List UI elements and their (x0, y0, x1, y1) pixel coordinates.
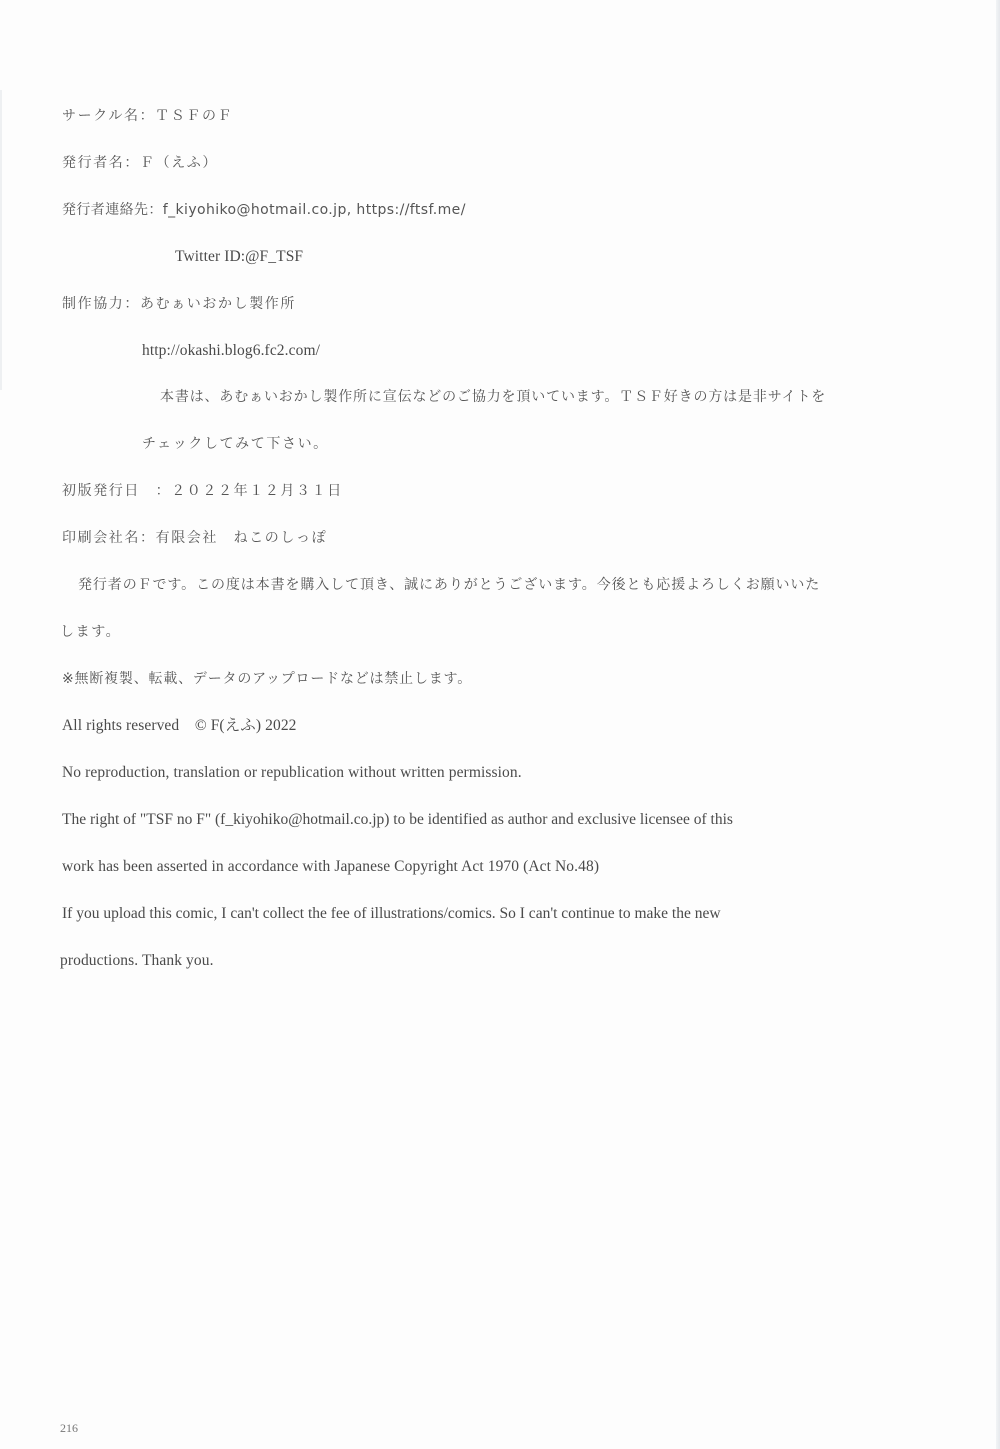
author-rights-line-1: The right of "TSF no F" (f_kiyohiko@hotmail.co.jp) to be identified as author and exclusive licensee of this (62, 811, 733, 828)
cooperation-note-line-1: 本書は、あむぁいおかし製作所に宣伝などのご協力を頂いています。ＴＳＦ好きの方は是非サイトを (160, 389, 827, 405)
upload-notice-line-2: productions. Thank you. (60, 952, 214, 969)
printing-company: 印刷会社名：有限会社 ねこのしっぽ (62, 530, 328, 546)
page-edge-left (0, 90, 2, 390)
cooperation-note-line-2: チェックしてみて下さい。 (142, 436, 329, 452)
thanks-line-2: します。 (60, 624, 122, 640)
production-cooperation: 制作協力：あむぁいおかし製作所 (62, 296, 296, 312)
thanks-line-1: 発行者のＦです。この度は本書を購入して頂き、誠にありがとうございます。今後とも応援よろしくお願いいた (78, 577, 821, 593)
author-rights-line-2: work has been asserted in accordance with Japanese Copyright Act 1970 (Act No.48) (62, 858, 600, 875)
publisher-name: 発行者名：Ｆ（えふ） (62, 155, 218, 171)
cooperation-url: http://okashi.blog6.fc2.com/ (142, 342, 321, 359)
upload-notice-line-1: If you upload this comic, I can't collect the fee of illustrations/comics. So I can't continue to make the new (62, 905, 721, 922)
prohibition-notice: ※無断複製、転載、データのアップロードなどは禁止します。 (62, 671, 473, 687)
page-edge-right (996, 0, 1000, 1449)
page-number: 216 (60, 1421, 78, 1435)
circle-name: サークル名：ＴＳＦのＦ (62, 108, 234, 124)
no-reproduction-notice: No reproduction, translation or republication without written permission. (62, 764, 522, 781)
first-edition-date: 初版発行日 ：２０２２年１２月３１日 (62, 483, 343, 499)
publisher-contact: 発行者連絡先：f_kiyohiko@hotmail.co.jp, https://ftsf.me/ (62, 202, 466, 218)
twitter-id: Twitter ID:@F_TSF (175, 248, 304, 265)
all-rights-reserved: All rights reserved © F(えふ) 2022 (62, 717, 297, 734)
